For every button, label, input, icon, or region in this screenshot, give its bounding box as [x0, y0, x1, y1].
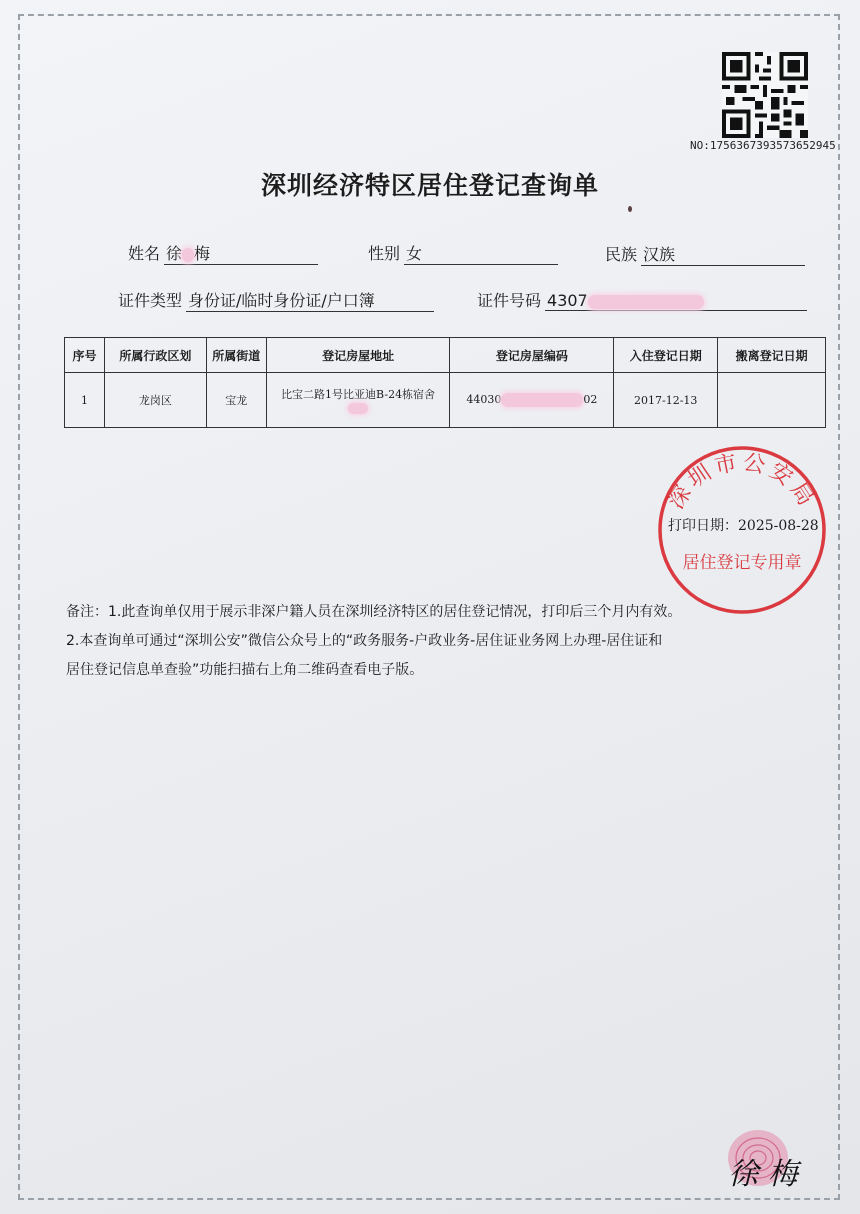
cell-house-code: 44030 02 — [450, 373, 614, 428]
cell-checkout-date — [718, 373, 826, 428]
header-address: 登记房屋地址 — [266, 338, 450, 373]
gender-value: 女 — [404, 241, 558, 265]
seal-center-text: 居住登记专用章 — [682, 553, 802, 573]
ethnic-value: 汉族 — [641, 242, 805, 266]
note-line: 2.本查询单可通过“深圳公安”微信公众号上的“政务服务-户政业务-居住证业务网上办理-居住证和 — [66, 633, 663, 649]
table-row — [65, 373, 826, 428]
idno-label: 证件号码 — [477, 291, 542, 310]
name-value: 徐 梅 — [164, 241, 318, 265]
gender-label: 性别 — [368, 244, 401, 263]
header-checkin-date: 入住登记日期 — [614, 338, 718, 373]
ethnic-field — [605, 242, 805, 266]
page-title: 深圳经济特区居住登记查询单 — [260, 171, 599, 200]
signature-text: 徐 梅 — [728, 1157, 798, 1192]
gender-field — [368, 241, 558, 265]
cell-address: 比宝二路1号比亚迪B-24栋宿舍 — [266, 373, 450, 428]
idno-value: 4307 — [545, 291, 807, 311]
idtype-value: 身份证/临时身份证/户口簿 — [186, 288, 434, 312]
note-line: 备注：1.此查询单仅用于展示非深户籍人员在深圳经济特区的居住登记情况，打印后三个月内有效。 — [66, 604, 682, 620]
redaction-mark — [348, 403, 368, 414]
ethnic-label: 民族 — [605, 245, 638, 264]
idtype-label: 证件类型 — [118, 291, 183, 310]
redaction-mark — [182, 248, 194, 262]
notes-section — [66, 598, 826, 685]
name-field — [128, 241, 318, 265]
qr-serial-number: NO:17563673935736529​45 — [690, 139, 836, 152]
header-street: 所属街道 — [206, 338, 266, 373]
redaction-mark — [501, 393, 583, 407]
cell-seq: 1 — [65, 373, 105, 428]
idtype-field — [118, 288, 434, 312]
header-district: 所属行政区划 — [104, 338, 206, 373]
redaction-mark — [588, 295, 704, 309]
signature-with-fingerprint — [708, 1118, 818, 1198]
qr-code-icon — [722, 52, 808, 138]
header-seq: 序号 — [65, 338, 105, 373]
name-label: 姓名 — [128, 244, 161, 263]
seal-ring-text: 深圳市公安局 — [663, 449, 821, 514]
cell-district: 龙岗区 — [104, 373, 206, 428]
cell-street: 宝龙 — [206, 373, 266, 428]
header-house-code: 登记房屋编码 — [450, 338, 614, 373]
table-header-row — [65, 338, 826, 373]
header-checkout-date: 搬离登记日期 — [718, 338, 826, 373]
note-line: 居住登记信息单查验”功能扫描右上角二维码查看电子版。 — [66, 662, 424, 678]
print-date: 打印日期：2025-08-28 — [668, 518, 819, 534]
idno-field — [477, 288, 807, 311]
ink-speck — [628, 206, 632, 212]
cell-checkin-date: 2017-12-13 — [614, 373, 718, 428]
registration-table — [64, 337, 826, 428]
